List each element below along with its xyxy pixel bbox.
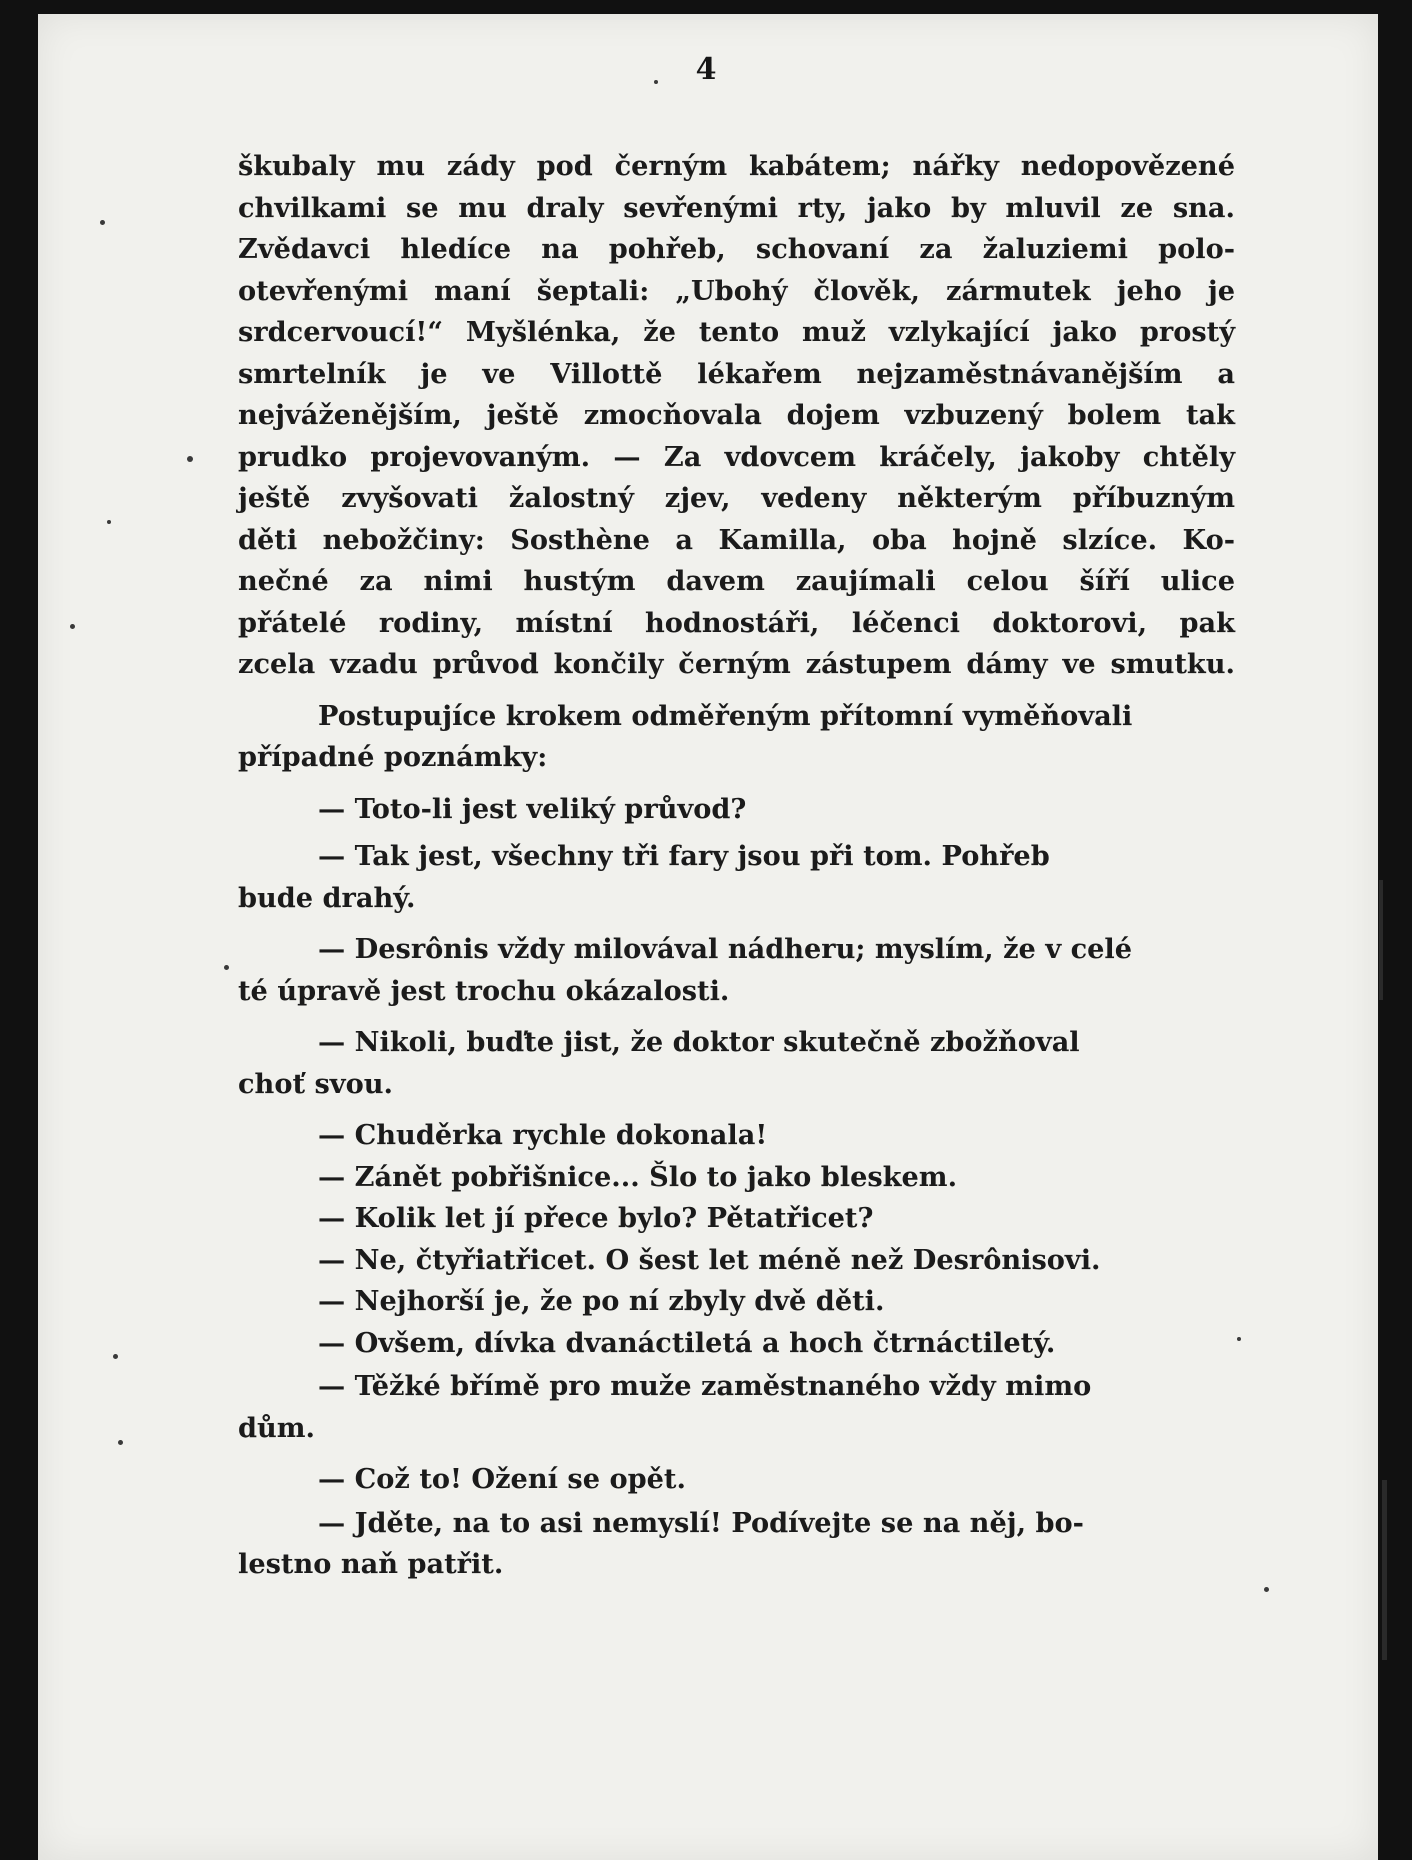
- dialogue-line: [238, 1503, 1235, 1586]
- scan-speck: [118, 1440, 123, 1445]
- scan-speck: [107, 520, 111, 524]
- text-line: — Nikoli, buďte jist, že doktor skutečně zbožňoval: [318, 1026, 1080, 1058]
- text-line: lestno naň patřit.: [238, 1548, 504, 1580]
- text-line: srdcervoucí!“ Myšlénka, že tento muž vzlykající jako prostý: [238, 316, 1235, 348]
- text-line: — Což to! Ožení se opět.: [318, 1463, 686, 1495]
- text-line: zcela vzadu průvod končily černým zástupem dámy ve smutku.: [238, 648, 1235, 680]
- text-line: té úpravě jest trochu okázalosti.: [238, 974, 730, 1007]
- dialogue-line: [238, 1022, 1235, 1105]
- text-line: — Těžké břímě pro muže zaměstnaného vždy mimo: [318, 1370, 1092, 1402]
- text-line: — Ne, čtyřiatřicet. O šest let méně než Desrônisovi.: [318, 1243, 1101, 1276]
- scan-speck: [1237, 1337, 1241, 1341]
- page-text: [238, 146, 1235, 1586]
- text-line: — Jděte, na to asi nemyslí! Podívejte se na něj, bo-: [318, 1506, 1084, 1539]
- text-line: prudko projevovaným. — Za vdovcem kráčely, jakoby chtěly: [238, 440, 1235, 473]
- paragraph: [238, 696, 1235, 779]
- page-number: 4: [695, 52, 717, 87]
- text-line: choť svou.: [238, 1067, 393, 1100]
- dialogue-line: [238, 1459, 1235, 1501]
- text-line: — Zánět pobřišnice... Šlo to jako bleskem.: [318, 1160, 958, 1193]
- scan-speck: [100, 220, 105, 225]
- dialogue-line: [238, 1323, 1235, 1365]
- text-line: chvilkami se mu draly sevřenými rty, jako by mluvil ze sna.: [238, 191, 1235, 224]
- dialogue-line: [238, 1281, 1235, 1323]
- text-line: případné poznámky:: [238, 741, 548, 773]
- dialogue-line: [238, 1157, 1235, 1199]
- scan-edge-mark: [1379, 880, 1383, 1000]
- text-line: děti nebožčiny: Sosthène a Kamilla, oba hojně slzíce. Ko-: [238, 523, 1235, 556]
- text-line: ještě zvyšovati žalostný zjev, vedeny některým příbuzným: [238, 482, 1235, 514]
- scan-speck: [113, 1354, 118, 1359]
- text-line: smrtelník je ve Villottě lékařem nejzaměstnávanějším a: [238, 357, 1235, 390]
- scan-speck: [224, 965, 229, 970]
- dialogue-line: [238, 1198, 1235, 1240]
- text-line: — Chuděrka rychle dokonala!: [318, 1119, 768, 1151]
- text-line: — Tak jest, všechny tři fary jsou při tom. Pohřeb: [318, 840, 1050, 872]
- text-line: — Kolik let jí přece bylo? Pětatřicet?: [318, 1202, 874, 1234]
- text-line: — Desrônis vždy milovával nádheru; myslím, že v celé: [318, 933, 1133, 965]
- text-line: bude drahý.: [238, 881, 416, 914]
- text-line: Zvědavci hledíce na pohřeb, schovaní za žaluziemi polo-: [238, 233, 1235, 265]
- text-line: dům.: [238, 1411, 316, 1444]
- text-line: nejváženějším, ještě zmocňovala dojem vzbuzený bolem tak: [238, 399, 1235, 431]
- text-line: přátelé rodiny, místní hodnostáři, léčenci doktorovi, pak: [238, 606, 1235, 639]
- scan-speck: [187, 456, 193, 462]
- text-line: Postupujíce krokem odměřeným přítomní vyměňovali: [318, 699, 1133, 732]
- dialogue-line: [238, 929, 1235, 1012]
- paragraph: [238, 146, 1235, 686]
- text-line: — Nejhorší je, že po ní zbyly dvě děti.: [318, 1285, 885, 1317]
- text-line: — Ovšem, dívka dvanáctiletá a hoch čtrnáctiletý.: [318, 1326, 1056, 1359]
- text-line: otevřenými maní šeptali: „Ubohý člověk, zármutek jeho je: [238, 274, 1235, 307]
- dialogue-line: [238, 1240, 1235, 1282]
- scan-speck: [70, 624, 75, 629]
- dialogue-line: [238, 836, 1235, 919]
- scan-edge-mark: [1382, 1480, 1387, 1660]
- scan-speck: [1264, 1587, 1269, 1592]
- text-line: škubaly mu zády pod černým kabátem; nářky nedopovězené: [238, 150, 1235, 182]
- text-line: — Toto-li jest veliký průvod?: [318, 792, 747, 825]
- dialogue-line: [238, 1366, 1235, 1449]
- text-line: nečné za nimi hustým davem zaujímali celou šíří ulice: [238, 565, 1235, 597]
- dialogue-line: [238, 1115, 1235, 1157]
- dialogue-line: [238, 789, 1235, 831]
